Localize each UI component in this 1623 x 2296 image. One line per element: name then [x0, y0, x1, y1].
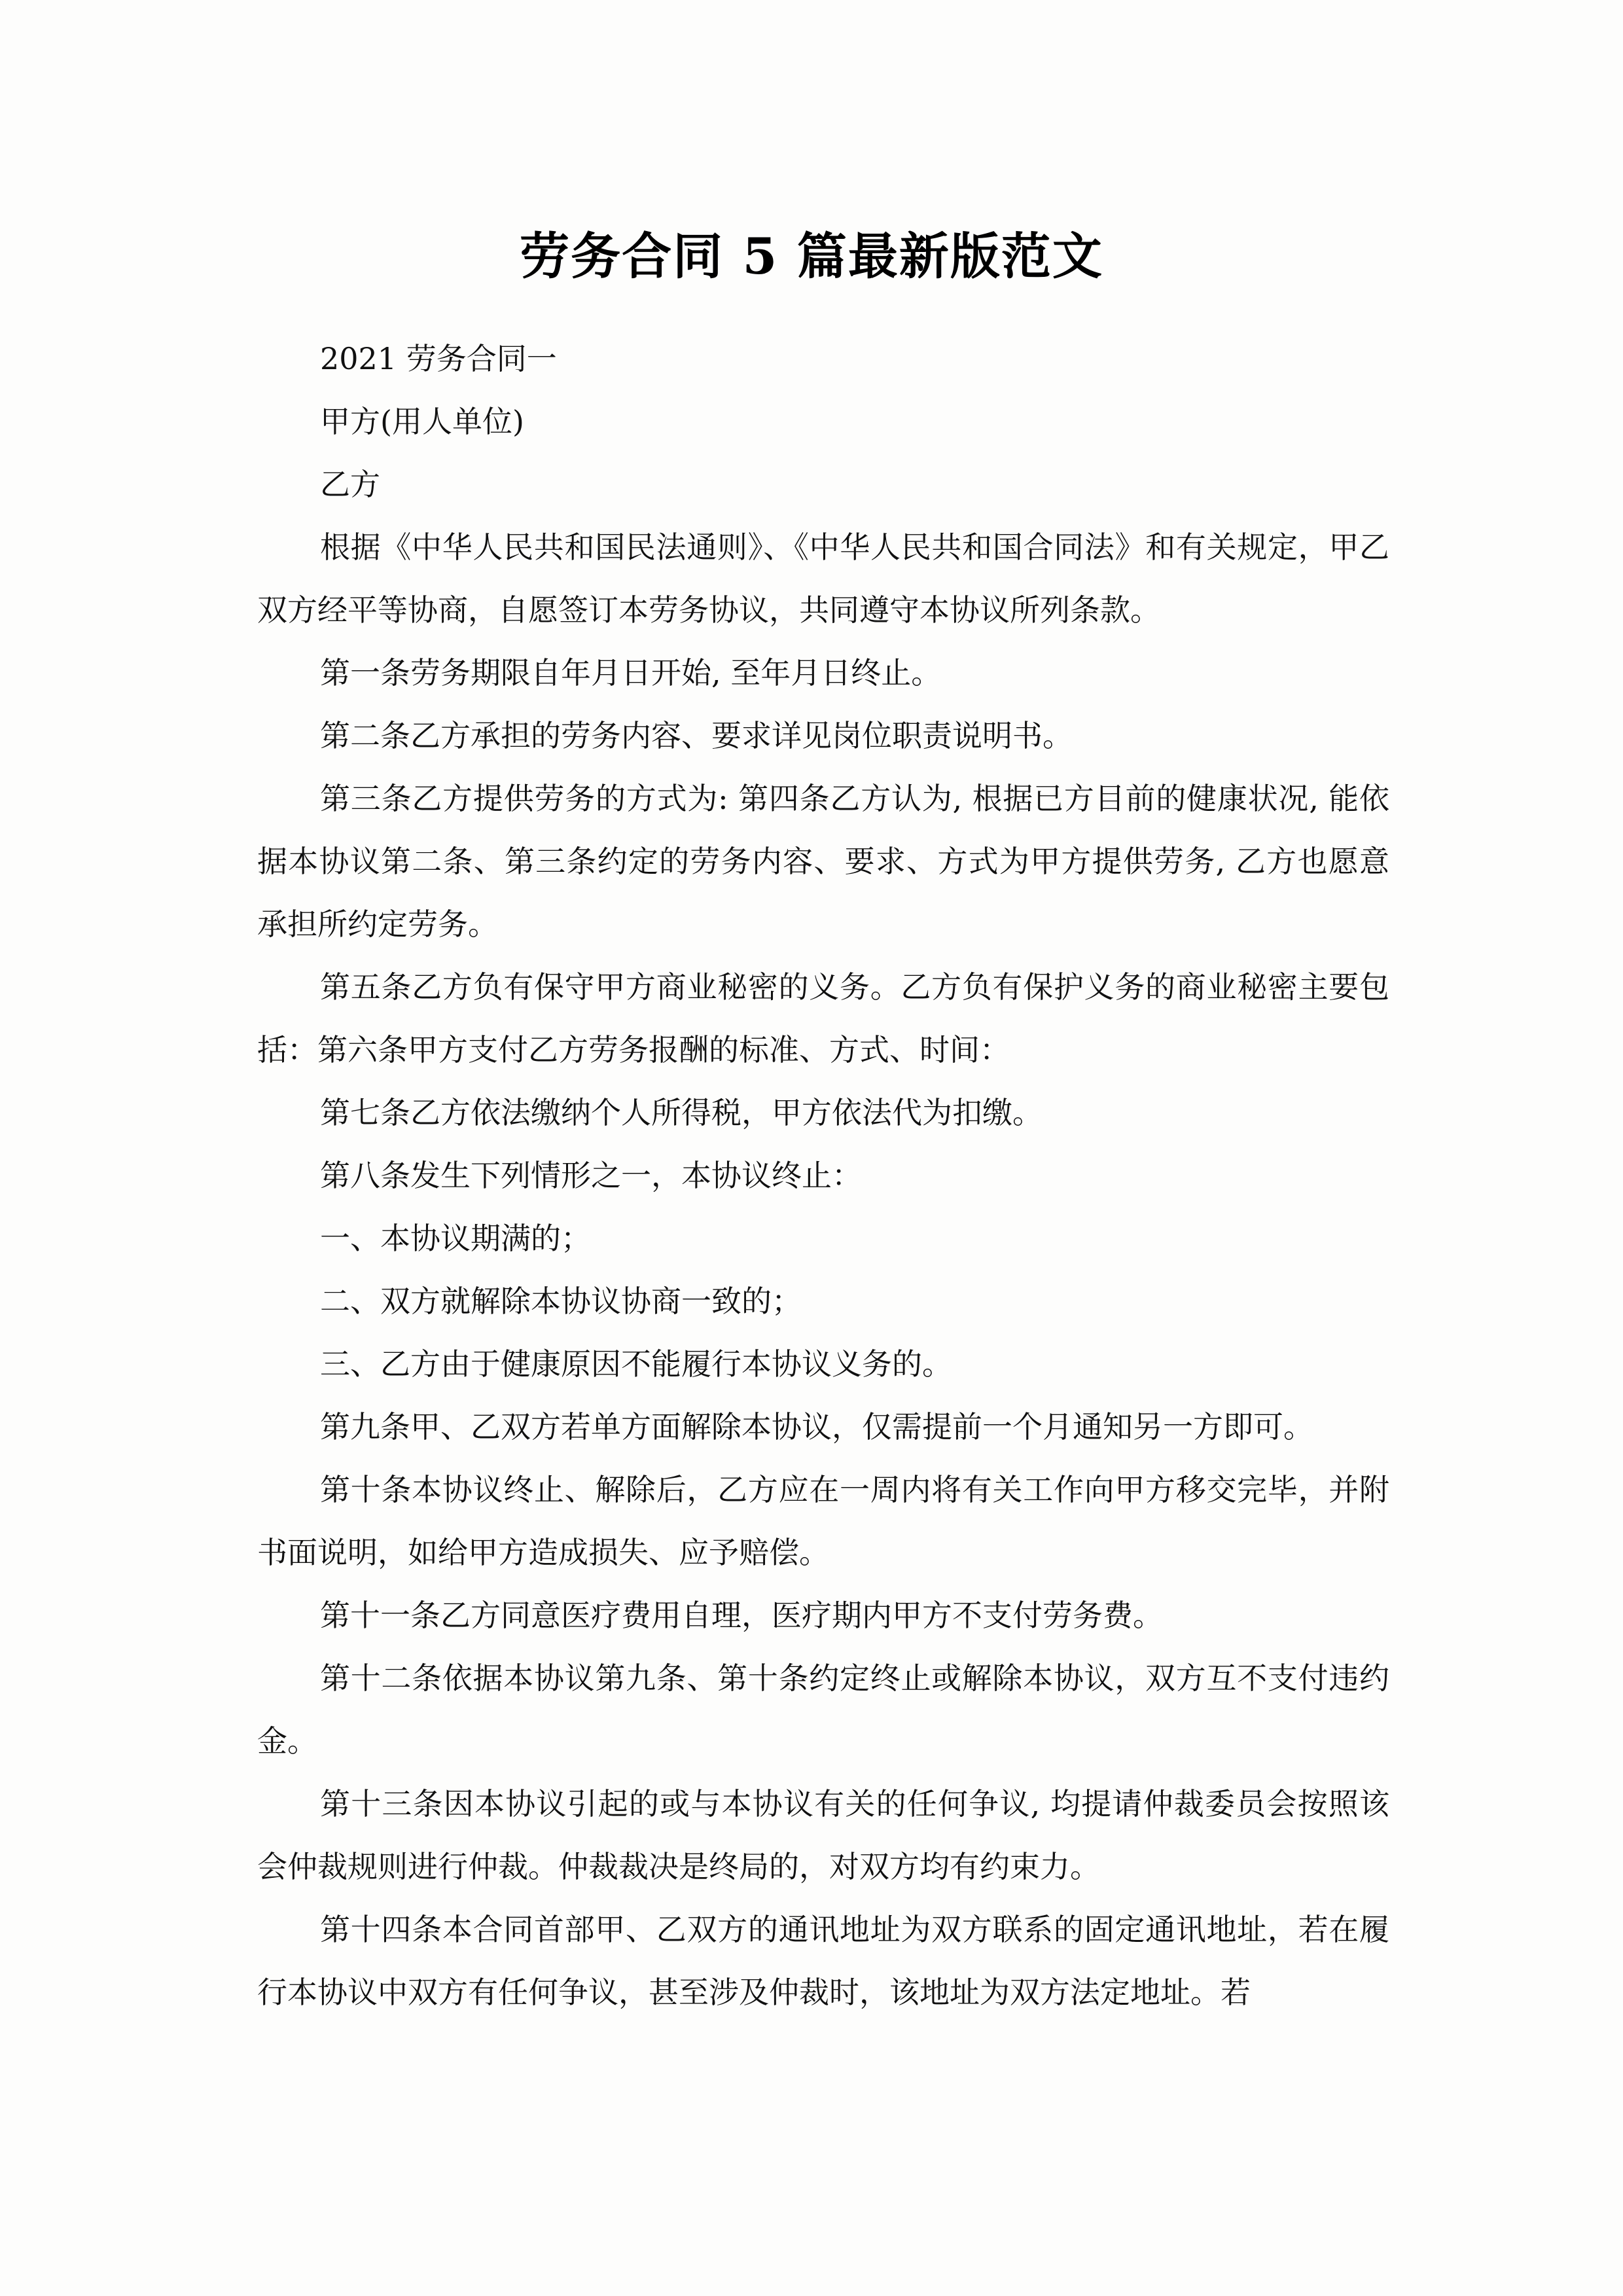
- list-item: 三、乙方由于健康原因不能履行本协议义务的。: [320, 1346, 952, 1382]
- paragraph: 第十条本协议终止、解除后，乙方应在一周内将有关工作向甲方移交完毕，并附书面说明，如给甲方造成损失、应予赔偿。: [257, 1472, 1389, 1570]
- paragraph: 第一条劳务期限自年月日开始, 至年月日终止。: [320, 655, 942, 691]
- paragraph: 根据《中华人民共和国民法通则》、《中华人民共和国合同法》和有关规定，甲乙双方经平等协商，自愿签订本劳务协议，共同遵守本协议所列条款。: [257, 529, 1389, 628]
- paragraph: 甲方(用人单位): [320, 404, 524, 439]
- paragraph: 第九条甲、乙双方若单方面解除本协议，仅需提前一个月通知另一方即可。: [320, 1409, 1313, 1444]
- paragraph: 第十一条乙方同意医疗费用自理，医疗期内甲方不支付劳务费。: [320, 1598, 1163, 1633]
- paragraph: 乙方: [320, 467, 380, 502]
- page-title: 劳务合同 5 篇最新版范文: [520, 226, 1103, 285]
- paragraph: 2021 劳务合同一: [320, 341, 557, 376]
- list-item: 一、本协议期满的；: [320, 1221, 591, 1256]
- paragraph: 第二条乙方承担的劳务内容、要求详见岗位职责说明书。: [320, 718, 1073, 753]
- document-body: [257, 327, 1389, 2024]
- paragraph: 第五条乙方负有保守甲方商业秘密的义务。乙方负有保护义务的商业秘密主要包括：第六条甲方支付乙方劳务报酬的标准、方式、时间：: [257, 969, 1389, 1067]
- paragraph: 第十四条本合同首部甲、乙双方的通讯地址为双方联系的固定通讯地址，若在履行本协议中双方有任何争议，甚至涉及仲裁时，该地址为双方法定地址。若: [257, 1912, 1389, 2010]
- paragraph: 第八条发生下列情形之一，本协议终止：: [320, 1158, 862, 1193]
- paragraph: 第十二条依据本协议第九条、第十条约定终止或解除本协议，双方互不支付违约金。: [257, 1660, 1389, 1759]
- paragraph: 第三条乙方提供劳务的方式为: 第四条乙方认为, 根据已方目前的健康状况, 能依据本协议第二条、第三条约定的劳务内容、要求、方式为甲方提供劳务, 乙方也愿意承担所约定劳务。: [257, 781, 1389, 942]
- paragraph: 第七条乙方依法缴纳个人所得税，甲方依法代为扣缴。: [320, 1095, 1043, 1130]
- list-item: 二、双方就解除本协议协商一致的；: [320, 1283, 802, 1319]
- paragraph: 第十三条因本协议引起的或与本协议有关的任何争议, 均提请仲裁委员会按照该会仲裁规则进行仲裁。仲裁裁决是终局的，对双方均有约束力。: [257, 1786, 1389, 1884]
